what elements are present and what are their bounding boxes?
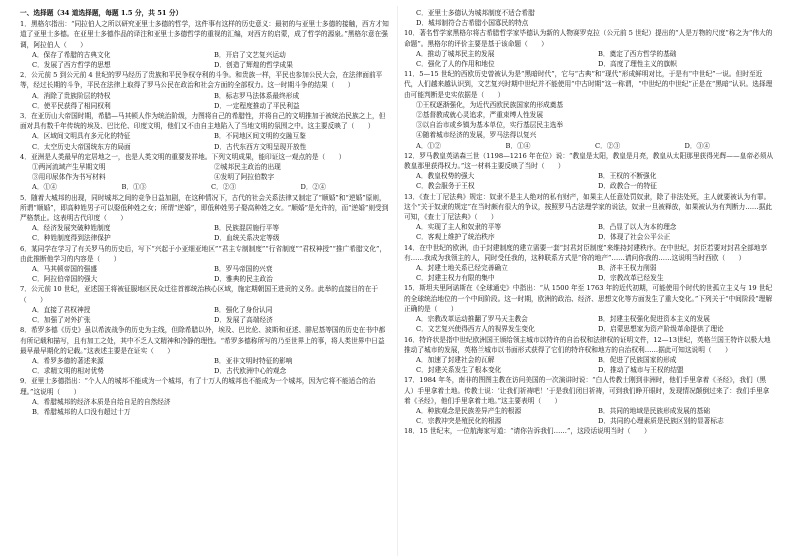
option-d[interactable]: D．古代欧洲中心的观念 [214, 367, 287, 376]
option-c[interactable]: C．客观上维护了统治秩序 [416, 233, 495, 242]
option-c[interactable]: C．文艺复兴使得西方人的视界发生变化 [416, 325, 535, 334]
question-stem: 16．特许状是指中世纪欧洲国王颁给领主城市以特许的自治权和法律权的证明文件，12—13世纪，英格兰国王特许以极大地推动了城市的发展，英格兰城市以书面形式获得了它们的特许权和地方的自治权利……据此可知这说明（ ） [404, 335, 771, 354]
option-b[interactable]: B．标志罗马法体系最终形成 [214, 91, 300, 100]
statement-item: ①两河流域产生早期文明 [32, 163, 106, 172]
option-c[interactable]: C．②③ [595, 141, 621, 150]
option-a[interactable]: A．希罗多德的著述来源 [32, 356, 104, 365]
option-b[interactable]: B．①③ [121, 183, 147, 192]
question-stem: 1．黑格尔指出：“同拉伯人之所以研究亚里士多德的哲学，这件事有这样的历史意义：最初的与亚里士多德的接触，西方才知道了亚里士多德。在亚里士多德作品的译注和亚里士多德哲学的重视的汇编，对西方的启蒙，成了哲学的源泉。”黑格尔意在强调，阿拉伯人（ ） [20, 20, 389, 49]
question-11 [404, 69, 774, 151]
option-a[interactable]: A．经济发展突破种姓制度 [32, 224, 111, 233]
option-a[interactable]: A．希腊城邦的经济本质是自给自足的自然经济 [32, 397, 171, 406]
option-d[interactable]: D．一定程度推动了平民利益 [214, 101, 300, 110]
option-c[interactable]: C．②③ [211, 183, 237, 192]
question-stem: 11．5—15 世纪的西欧历史曾被认为是“黑暗时代”，它与“古典”和“现代”形成鲜明对比，于是有“中世纪”一说。但时至近代，人们越来越认识到，文艺复兴时期中世纪并不能使用“中古时期”这一称谓，“中世纪的中世纪”正是在“黑暗”认识。选择理由可能判断是史实依据是（ ） [404, 70, 773, 99]
option-d[interactable]: D．雅典的民主政治 [214, 275, 273, 284]
option-c[interactable]: C．阿拉伯帝国的强大 [32, 275, 98, 284]
question-14 [404, 243, 774, 284]
option-c[interactable]: C．宗教冲突是殖民化的根源 [416, 417, 502, 426]
option-d[interactable]: D．政教合一的特征 [598, 182, 657, 191]
question-4 [20, 152, 390, 193]
option-a[interactable]: A．宗教改革运动推翻了罗马天主教会 [416, 315, 528, 324]
option-b[interactable]: B．①④ [505, 141, 531, 150]
option-b[interactable]: B．奠定了西方哲学的基础 [598, 49, 677, 58]
option-c[interactable]: C．发展了西方哲学的思想 [32, 61, 111, 70]
question-7 [20, 284, 390, 325]
option-d[interactable]: D．血统关系决定等级 [214, 234, 280, 243]
question-stem: 10．著名哲学家黑格尔将古希腊哲学家毕德认为新的人物赛罗克拉（公元前 5 世纪）提出的“人是万物的尺度”称之为“伟大的命题”。黑格尔的评价主要是基于该命题（ ） [404, 29, 773, 48]
section-title: 一、选择题（34 道选择题，每题 1.5 分，共 51 分） [20, 9, 183, 17]
question-stem: 7．公元前 10 世纪，亚述国王将被征服地区民众迁往首都统治核心区域，施定期朝国王进贡的义务。此举的直接目的在于（ ） [20, 285, 379, 304]
option-d[interactable]: D．宗教改革已经发生 [598, 274, 664, 283]
option-d[interactable]: D．发展了高端经济 [214, 316, 273, 325]
question-stem: 8．希罗多德《历史》虽以希波战争的历史为主线，但除希腊以外，埃及、巴比伦、波斯和亚述、腓尼基等国的历史在书中都有所记载和描写，且有加工之处，其中不乏人文精神和冷静的理性。“希罗多德称所写的乃至世界上的事，将人类世界中日益最早最早期化的记载。”这表述主要是在证实（ ） [20, 326, 386, 355]
option-b[interactable]: B．不同地区间文明的交融互鉴 [214, 132, 306, 141]
question-stem: 9．亚里士多德指出：“个人人的城邦不能成为一个城邦，有了十万人的城邦也不能成为一个城邦，因为它将不能适合的治理。”这说明（ ） [20, 377, 376, 396]
option-c[interactable]: C．强化了人的作用和地位 [416, 60, 495, 69]
option-c[interactable]: C．封建关系发生了根本变化 [416, 366, 502, 375]
option-b[interactable]: B．亚非文明时特征的影响 [214, 356, 293, 365]
option-a[interactable]: A．保存了希腊的古典文化 [32, 50, 111, 59]
option-b[interactable]: B．凸显了以人为本的理念 [598, 223, 677, 232]
option-c[interactable]: C．太空历史大帝国统东方的局面 [32, 142, 131, 151]
option-a[interactable]: A．实现了主人和奴隶的平等 [416, 223, 502, 232]
question-stem: 18．15 世纪末，一位航海家写道：“请你告诉我们……”，这段话说明当时（ ） [404, 427, 651, 436]
option-a[interactable]: A．封建土地关系已经完善确立 [416, 264, 508, 273]
question-1 [20, 19, 390, 70]
right-column [404, 8, 774, 437]
option-c[interactable]: C．求精文明的相对优势 [32, 367, 104, 376]
question-16 [404, 335, 774, 376]
column-divider [397, 6, 398, 556]
statement-item: ②城邦民主政治的出现 [214, 163, 281, 172]
question-17 [404, 375, 774, 426]
option-b[interactable]: B．强化了身份认同 [214, 305, 273, 314]
question-8 [20, 325, 390, 376]
option-d[interactable]: D．创造了辉煌的哲学成果 [214, 61, 293, 70]
option-a[interactable]: A．加速了封建社会的瓦解 [416, 355, 495, 364]
statement-item: ③用印尿体作为书写材料 [32, 173, 106, 182]
question-5 [20, 193, 390, 244]
option-a[interactable]: A．种族观念是民族差异产生的根源 [416, 406, 522, 415]
statement-item: ④随着城市经济的发展，罗马法得以复兴 [416, 131, 537, 140]
question-stem: 3．在亚历山大帝国时期，希腊—马其顿人作为统治阶级，力图将自己的希腊性，并将自己的文明推加于被统治民族之上，但面对具有数千年传统的埃及、巴比伦、印度文明，他们又不由自主地陷入了当地文明的氛围之中。这主要反映了（ ） [20, 112, 386, 131]
option-a[interactable]: A．教皇权势的强大 [416, 172, 475, 181]
question-stem: 13．《查士丁尼法典》规定：奴隶不是主人绝对的私有财产，如果主人任意处罚奴隶，除了非法处死，主人就要被认为有罪。这个“关于奴隶的规定”在当时颇有很大的争议，按照罗马古法理学家的说法，奴隶一旦被释放，如果被认为有判断力……据此可知，《查士丁尼法典》（ ） [404, 192, 772, 222]
option-b[interactable]: B．罗马帝国的兴衰 [214, 265, 273, 274]
option-c[interactable]: C．种姓制度得到法律保护 [32, 234, 111, 243]
question-6 [20, 244, 390, 285]
option-b[interactable]: B．希腊城邦的人口没有超过十万 [32, 407, 131, 416]
option-a[interactable]: A．①④ [32, 183, 57, 192]
left-column [20, 8, 390, 417]
question-12 [404, 151, 774, 192]
question-stem: 14．在中世纪的欧洲，由于封建制度的建立需要一套“封君封臣制度”来维持封建秩序。在中世纪，封臣若要对封君全部地享有……我成为我领主的人，同时受任我的，这种联系方式是“你的地产”……请问你我的……这说明当时西欧（ ） [404, 243, 768, 262]
question-18 [404, 426, 774, 436]
option-d[interactable]: D．启蒙思想家为资产阶级革命提供了理论 [598, 325, 724, 334]
option-d[interactable]: D．古代东西方文明呈现开放性 [214, 142, 307, 151]
option-a[interactable]: A．马其顿帝国的强盛 [32, 265, 98, 274]
question-stem: 4．亚洲是人类最早的定居地之一，也是人类文明的重要发祥地。下列文明成果，能印证这一观点的是（ ） [20, 152, 346, 161]
question-13 [404, 192, 774, 243]
option-b[interactable]: B．共同的地域是民族形成发展的基础 [598, 406, 710, 415]
statement-item: ④发明了阿拉伯数字 [214, 173, 275, 182]
option-a[interactable]: A．直接了君权神授 [32, 305, 91, 314]
option-c[interactable]: C．教会服务于王权 [416, 182, 475, 191]
option-d[interactable]: D．城邦制符合古希腊小国寡民的特点 [416, 19, 529, 28]
option-c[interactable]: C．使平民获得了相同权利 [32, 101, 111, 110]
statement-item: ①王权逐渐强化，为近代西欧民族国家的形成奠基 [416, 100, 564, 109]
option-b[interactable]: B．开启了文艺复兴运动 [214, 50, 286, 59]
question-10 [404, 28, 774, 69]
option-d[interactable]: D．高度了理性主义的旗帜 [598, 60, 677, 69]
option-d[interactable]: D．共同的心理素质是民族区别的显著标志 [598, 417, 724, 426]
question-2 [20, 70, 390, 111]
question-3 [20, 111, 390, 152]
question-stem: 2．公元前 5 到公元前 4 世纪的罗马经历了贵族和平民争权夺利的斗争。和贵族一样，平民也参加公民大会，在法律面前平等，经过长期的斗争，平民在法律上取得了罗马公民在政治和社会方面的全部权力。这一时期斗争的结果（ ） [20, 71, 383, 90]
question-stem: 17．1984 年冬，南非的图图主教在访问美国的一次演讲时说：“白人传教士刚到非洲时，他们手里拿着《圣经》，我们（黑人）手里拿着土地。传教士说：‘让我们祈祷吧！’于是我们闭目祈祷，可到我们睁开眼时，发现情况颠倒过来了：我们手里拿着《圣经》，他们手里拿着土地。”这主要表明（ ） [404, 376, 770, 405]
option-a[interactable]: A．①② [416, 141, 441, 150]
option-b[interactable]: B．济丰王权力削弱 [598, 264, 657, 273]
option-b[interactable]: B．王权的不断强化 [598, 172, 657, 181]
option-a[interactable]: A．消除了贵族阶层的特权 [32, 91, 111, 100]
statement-item: ③以自治市或乡镇为基本单位，实行基层民主选举 [416, 121, 564, 130]
question-15 [404, 283, 774, 334]
question-stem: 5．随着大城邦的出现，同时城邦之间的竞争日益加剧，在这种情况下，古代的社会关系法律又制定了“顺婚”和“逆婚”原则，所谓“顺婚”，即高种姓男子可以娶低种姓之女；所谓“逆婚”，即低种姓男子娶高种姓之女。“顺婚”是允许的，而“逆婚”则受到严格禁止。这表明古代印度（ ） [20, 193, 389, 223]
option-d[interactable]: D．推动了城市与王权的结盟 [598, 366, 684, 375]
question-stem: 6．某同学在学习了有关罗马的历史后，写下“兴起于小亚细亚地区”“君主专制制度”“行省制度”“君权神授”“推广希腊文化”，由此推断他学习的内容是（ ） [20, 244, 387, 263]
option-a[interactable]: A．推动了城邦民主的发展 [416, 49, 495, 58]
option-d[interactable]: D．③④ [684, 141, 710, 150]
question-9 [20, 376, 390, 417]
statement-item: ②基督教成就心灵追求，严重束缚人性发展 [416, 111, 544, 120]
option-d[interactable]: D．体现了社会公平公正 [598, 233, 671, 242]
option-d[interactable]: D．②④ [300, 183, 326, 192]
question-9-continued [404, 8, 774, 28]
question-stem: 12．罗马教皇英诺森三世（1198—1216 年在位）说：“教皇是太阳，教皇是月亮，教皇从太阳那里获得光辉——皇帝必须从教皇那里获得权力。”这一材料主要反映了当时（ ） [404, 151, 774, 171]
option-b[interactable]: B．封建主权强化促进资本主义的发展 [598, 315, 710, 324]
option-a[interactable]: A．区域间文明具有多元化的特征 [32, 132, 131, 141]
option-c[interactable]: C．加强了对外扩张 [32, 316, 91, 325]
option-b[interactable]: B．民族混居施行平等 [214, 224, 280, 233]
option-c[interactable]: C．亚里士多德认为城邦制度不适合希腊 [416, 9, 535, 17]
option-c[interactable]: C．封建主权力有限的集中 [416, 274, 495, 283]
option-b[interactable]: B．促进了民族国家的形成 [598, 355, 677, 364]
question-stem: 15．斯坦夫里阿诺斯在《全球通史》中指出：“从 1500 年至 1763 年的近代初期，可能使用个时代的世孤立主义与 19 世纪的全球统治地位的一个中间阶段。这一时期，欧洲的政治、经济、思想文化等方面发生了重大变化。”下列关于“中间阶段”理解正确的是（ ） [404, 284, 773, 313]
